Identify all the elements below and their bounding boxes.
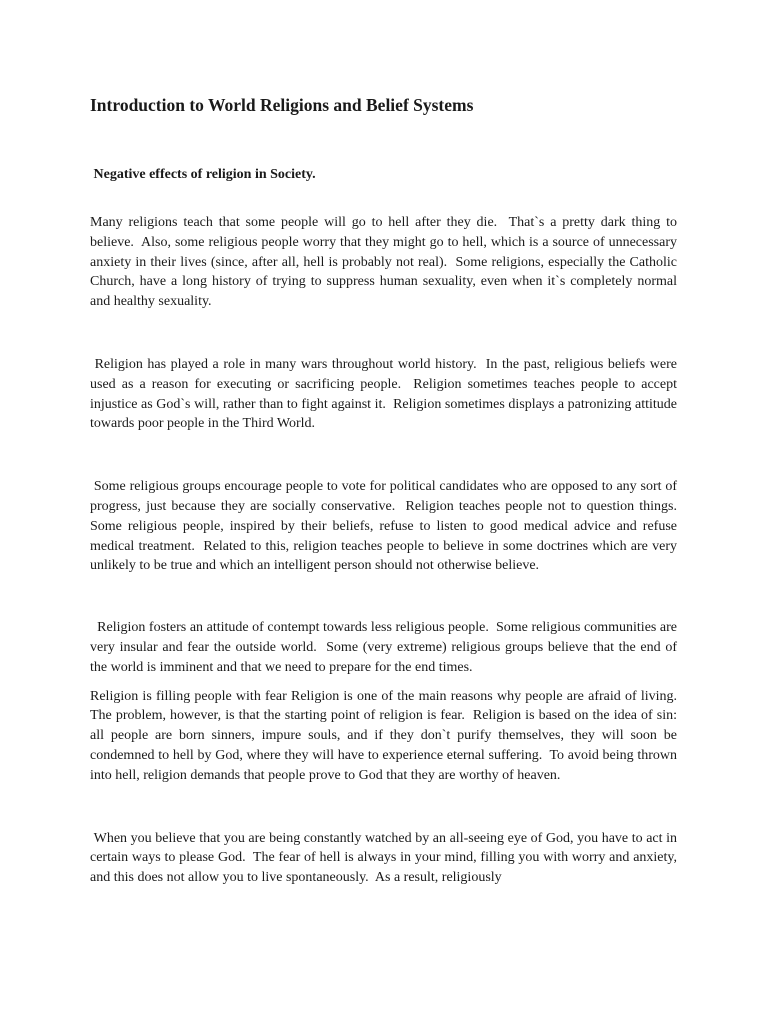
paragraph-wars-and-injustice: Religion has played a role in many wars throughout world history. In the past, religious beliefs were used as a reason for executing or sacrificing people. Religion sometimes teaches people to accept injustice as God`s will, rather than to fight against it. Religion sometimes displays a patronizing attitude towards poor people in the Third World. (90, 356, 681, 432)
paragraph-all-seeing-eye: When you believe that you are being constantly watched by an all-seeing eye of God, you have to act in certain ways to please God. The fear of hell is always in your mind, filling you with worry and anxiety, and this does not allow you to live spontaneously. As a result, religiously (90, 830, 681, 886)
paragraph-contempt-and-end-times: Religion fosters an attitude of contempt towards less religious people. Some religious communities are very insular and fear the outside world. Some (very extreme) religious groups believe that the end of the world is imminent and that we need to prepare for the end times. (90, 620, 681, 675)
paragraph-politics-and-medicine: Some religious groups encourage people to vote for political candidates who are opposed to any sort of progress, just because they are socially conservative. Religion teaches people not to question things. Some religious people, inspired by their beliefs, refuse to listen to good medical advice and refuse medical treatment. Related to this, religion teaches people to believe in some doctrines which are very unlikely to be true and which an intelligent person should not otherwise believe. (90, 479, 684, 574)
paragraph-fear-and-sin: Religion is filling people with fear Religion is one of the main reasons why people are afraid of living. The problem, however, is that the starting point of religion is fear. Religion is based on the idea of sin: all people are born sinners, impure souls, and if they don`t purify themselves, they will soon be condemned to hell by God, where they will have to experience eternal suffering. To avoid being thrown into hell, religion demands that people prove to God that they are worthy of heaven. (90, 688, 684, 783)
document-title: Introduction to World Religions and Belief Systems (90, 95, 474, 115)
document-body (90, 92, 684, 888)
section-heading: Negative effects of religion in Society. (90, 167, 316, 182)
paragraph-hell-and-sexuality: Many religions teach that some people will go to hell after they die. That`s a pretty dark thing to believe. Also, some religious people worry that they might go to hell, which is a source of unnecessary anxiety in their lives (since, after all, hell is probably not real). Some religions, especially the Catholic Church, have a long history of trying to suppress human sexuality, even when it`s completely normal and healthy sexuality. (90, 215, 681, 310)
